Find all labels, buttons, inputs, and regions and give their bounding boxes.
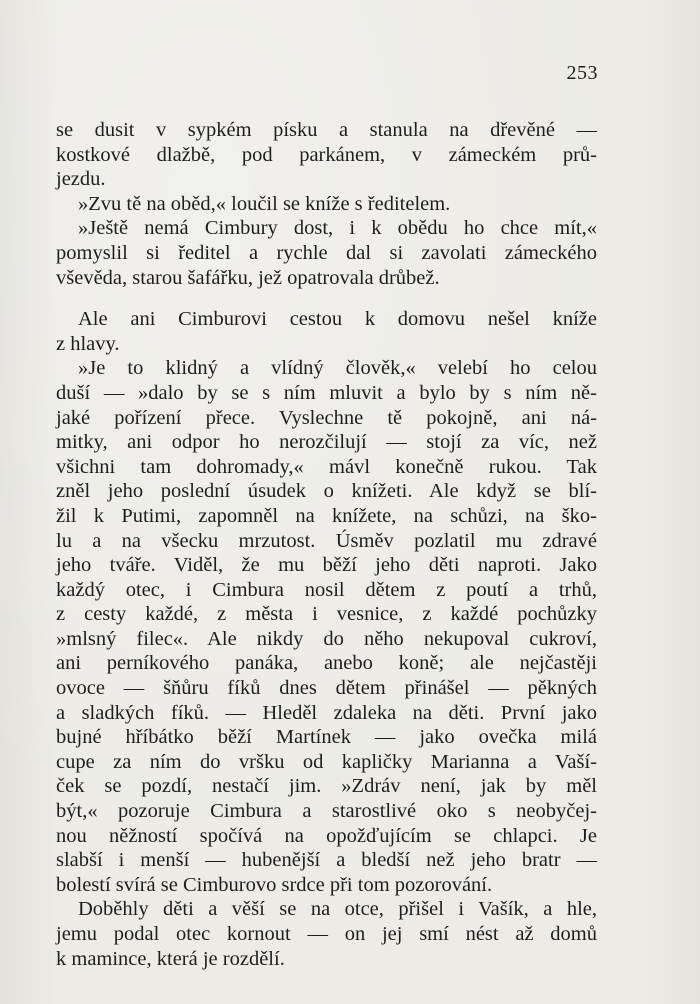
- text-line: se dusit v sypkém písku a stanula na dřevěné —: [56, 119, 597, 141]
- text-line: »mlsný filec«. Ale nikdy do něho nekupoval cukroví,: [56, 627, 597, 650]
- text-line: bujné hříbátko běží Martínek — jako ovečka milá: [56, 726, 597, 749]
- text-line: »Ještě nemá Cimbury dost, i k obědu ho chce mít,«: [78, 217, 597, 240]
- page-number: 253: [566, 62, 598, 84]
- text-line: nou něžností spočívá na opožďujícím se chlapci. Je: [56, 824, 597, 847]
- text-line: být,« pozoruje Cimbura a starostlivé oko s neobyčej-: [56, 800, 597, 823]
- text-line: lu a na všecku mrzutost. Úsměv pozlatil mu zdravé: [56, 529, 597, 552]
- text-line: každý otec, i Cimbura nosil dětem z poutí a trhů,: [56, 578, 597, 601]
- paragraph: [56, 192, 597, 217]
- paragraph: [56, 118, 597, 192]
- text-line: k mamince, která je rozdělí.: [56, 947, 285, 970]
- text-line: mitky, ani odpor ho nerozčilují — stojí za víc, než: [56, 431, 597, 454]
- text-line: Ale ani Cimburovi cestou k domovu nešel kníže: [78, 308, 597, 331]
- text-line: zněl jeho poslední úsudek o knížeti. Ale když se blí-: [56, 480, 597, 503]
- text-line: pomyslil si ředitel a rychle dal si zavolati zámeckého: [56, 241, 597, 264]
- paragraph: [56, 897, 597, 971]
- text-line: ovoce — šňůru fíků dnes dětem přinášel — pěkných: [56, 677, 597, 700]
- text-line: žil k Putimi, zapomněl na knížete, na schůzi, na ško-: [56, 504, 597, 527]
- text-line: a sladkých fíků. — Hleděl zdaleka na děti. První jako: [56, 701, 597, 724]
- text-line: jeho tváře. Viděl, že mu běží jeho děti naproti. Jako: [56, 554, 597, 577]
- text-line: »Zvu tě na oběd,« loučil se kníže s ředitelem.: [78, 192, 451, 215]
- text-line: z cesty každé, z města i vesnice, z každé pochůzky: [56, 603, 597, 626]
- text-line: ček se pozdí, nestačí jim. »Zdráv není, jak by měl: [56, 775, 597, 798]
- text-line: všichni tam dohromady,« mávl konečně rukou. Tak: [56, 455, 597, 478]
- body-text: [56, 118, 597, 971]
- paragraph: [56, 307, 597, 356]
- text-line: jezdu.: [56, 168, 106, 191]
- text-line: jemu podal otec kornout — on jej smí nést až domů: [56, 923, 597, 945]
- text-line: duší — »dalo by se s ním mluvit a bylo by s ním ně-: [56, 381, 597, 404]
- paragraph: [56, 356, 597, 897]
- text-line: Doběhly děti a věší se na otce, přišel i Vašík, a hle,: [78, 898, 597, 921]
- text-line: cupe za ním do vršku od kapličky Marianna a Vaší-: [56, 750, 597, 773]
- text-line: »Je to klidný a vlídný člověk,« velebí ho celou: [78, 357, 597, 380]
- text-line: bolestí svírá se Cimburovo srdce při tom pozorování.: [56, 873, 493, 896]
- text-line: z hlavy.: [56, 332, 120, 355]
- text-line: slabší i menší — hubenější a bledší než jeho bratr —: [56, 849, 597, 872]
- text-line: jaké pořízení přece. Vyslechne tě pokojně, ani ná-: [56, 406, 597, 429]
- text-line: kostkové dlažbě, pod parkánem, v zámeckém prů-: [56, 143, 597, 166]
- paragraph: [56, 216, 597, 290]
- text-line: ani perníkového panáka, anebo koně; ale nejčastěji: [56, 652, 597, 675]
- text-line: vševěda, starou šafářku, jež opatrovala drůbež.: [56, 266, 440, 289]
